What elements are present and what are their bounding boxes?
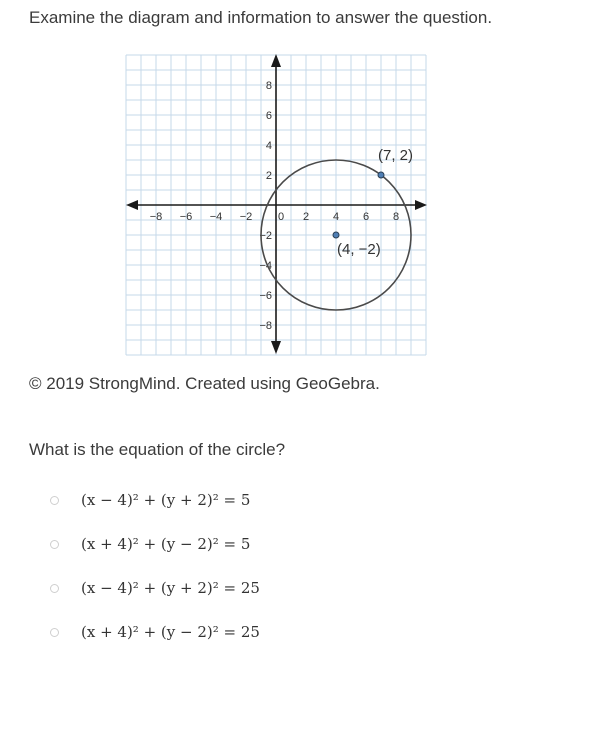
choice-4[interactable] — [50, 617, 450, 647]
x-tick-label: 6 — [362, 211, 370, 223]
x-tick-label: 2 — [302, 211, 310, 223]
x-tick-label: −4 — [209, 211, 223, 223]
edge-point-label: (7, 2) — [378, 147, 414, 164]
y-axis-up-arrow — [271, 54, 281, 67]
radio-button-4[interactable] — [50, 628, 59, 637]
x-tick-label: 0 — [278, 211, 285, 223]
copyright-credit: © 2019 StrongMind. Created using GeoGebra. — [29, 374, 380, 393]
choice-2[interactable] — [50, 529, 450, 559]
choice-3-label: (x − 4)² + (y + 2)² = 25 — [81, 579, 260, 597]
radio-button-1[interactable] — [50, 496, 59, 505]
question-text: What is the equation of the circle? — [29, 440, 286, 459]
x-tick-label: −8 — [149, 211, 163, 223]
y-tick-label: 6 — [265, 110, 272, 122]
x-axis-left-arrow — [126, 200, 138, 210]
choice-4-label: (x + 4)² + (y − 2)² = 25 — [81, 623, 260, 641]
y-tick-label: −6 — [259, 290, 272, 302]
y-tick-label: −2 — [259, 230, 272, 242]
x-tick-label: 4 — [332, 211, 340, 223]
center-point — [333, 232, 339, 238]
x-axis-right-arrow — [415, 200, 427, 210]
y-tick-label: 4 — [265, 140, 272, 152]
choice-1-label: (x − 4)² + (y + 2)² = 5 — [81, 491, 251, 509]
y-tick-label: 2 — [265, 170, 272, 182]
choice-1[interactable] — [50, 485, 450, 515]
y-tick-label: −8 — [259, 320, 272, 332]
edge-point — [378, 172, 384, 178]
y-axis-down-arrow — [271, 341, 281, 354]
y-tick-label: 8 — [265, 80, 272, 92]
center-point-label: (4, −2) — [337, 241, 381, 258]
radio-button-2[interactable] — [50, 540, 59, 549]
x-tick-label: −2 — [239, 211, 253, 223]
question-prompt: Examine the diagram and information to answer the question. — [29, 8, 493, 27]
radio-button-3[interactable] — [50, 584, 59, 593]
x-tick-labels — [150, 211, 399, 223]
choice-3[interactable] — [50, 573, 450, 603]
x-tick-label: −6 — [179, 211, 193, 223]
choice-2-label: (x + 4)² + (y − 2)² = 5 — [81, 535, 251, 553]
y-tick-label: −4 — [259, 260, 272, 272]
x-tick-label: 8 — [392, 211, 400, 223]
